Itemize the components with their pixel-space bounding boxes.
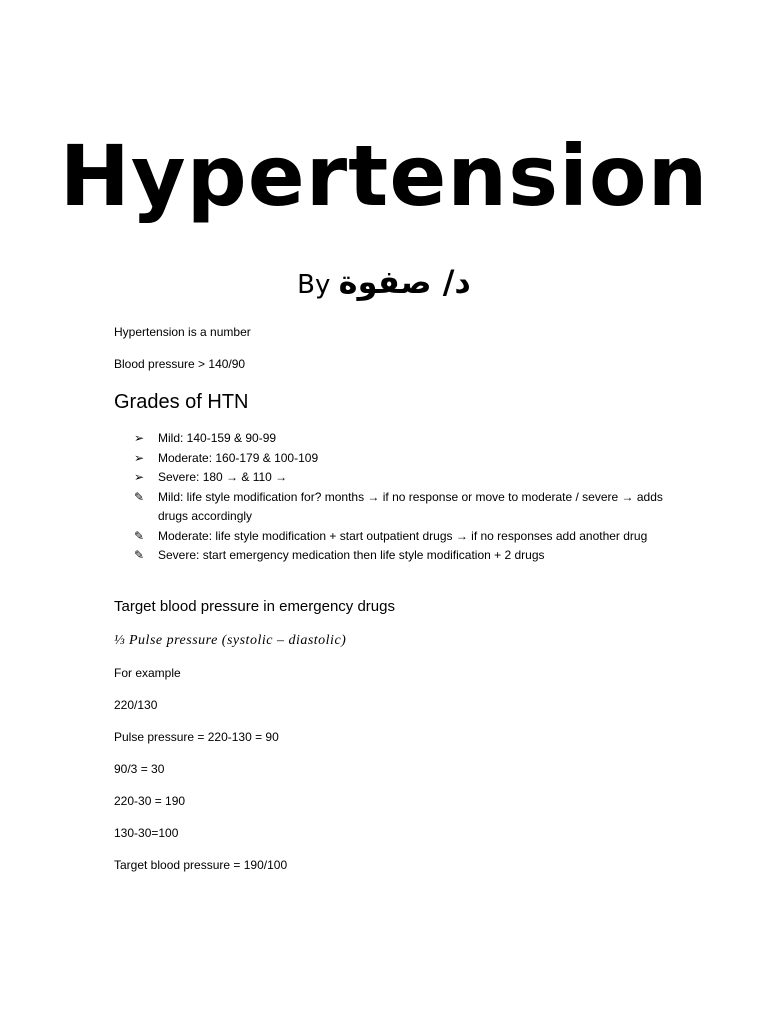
list-item-text: Severe: start emergency medication then life style modification + 2 drugs: [158, 548, 545, 562]
arrowhead-bullet-icon: ➢: [134, 470, 145, 484]
intro-line-blood-pressure: Blood pressure > 140/90: [114, 357, 246, 371]
grades-list: [134, 429, 674, 566]
example-step: 90/3 = 30: [114, 762, 165, 776]
intro-line-definition: Hypertension is a number: [114, 325, 251, 339]
example-step: 220-30 = 190: [114, 794, 186, 808]
list-item-text: Moderate: 160-179 & 100-109: [158, 450, 319, 465]
list-item-text: Mild: life style modification for? months → if no response or move to moderate / severe → adds drugs accordingly: [158, 489, 663, 523]
list-item: [134, 468, 674, 488]
list-item: [134, 488, 674, 527]
example-step: 130-30=100: [114, 826, 179, 840]
example-label: For example: [114, 666, 181, 680]
example-step: Pulse pressure = 220-130 = 90: [114, 730, 279, 744]
arrowhead-bullet-icon: ➢: [134, 450, 145, 465]
example-result: Target blood pressure = 190/100: [114, 858, 288, 872]
pulse-pressure-formula: ⅓ Pulse pressure (systolic – diastolic): [114, 633, 347, 648]
target-heading: Target blood pressure in emergency drugs: [114, 598, 395, 615]
grades-heading: Grades of HTN: [114, 391, 249, 413]
byline-author: د/ صفوة: [338, 263, 471, 301]
list-item-text: Severe: 180 → & 110 →: [158, 470, 288, 484]
byline: [0, 262, 768, 305]
list-item: [134, 546, 674, 566]
arrowhead-bullet-icon: ➢: [134, 431, 145, 445]
list-item: [134, 429, 674, 449]
example-step: 220/130: [114, 698, 158, 712]
list-item-text: Moderate: life style modification + start outpatient drugs → if no responses add another drug: [158, 528, 648, 543]
list-item-text: Mild: 140-159 & 90-99: [158, 431, 277, 445]
pointing-hand-bullet-icon: ✎: [134, 489, 145, 504]
pointing-hand-bullet-icon: ✎: [134, 528, 145, 543]
byline-prefix: By: [297, 270, 331, 300]
page-title: Hypertension: [59, 127, 709, 225]
list-item: [134, 527, 674, 547]
list-item: [134, 449, 674, 469]
pointing-hand-bullet-icon: ✎: [134, 548, 145, 562]
